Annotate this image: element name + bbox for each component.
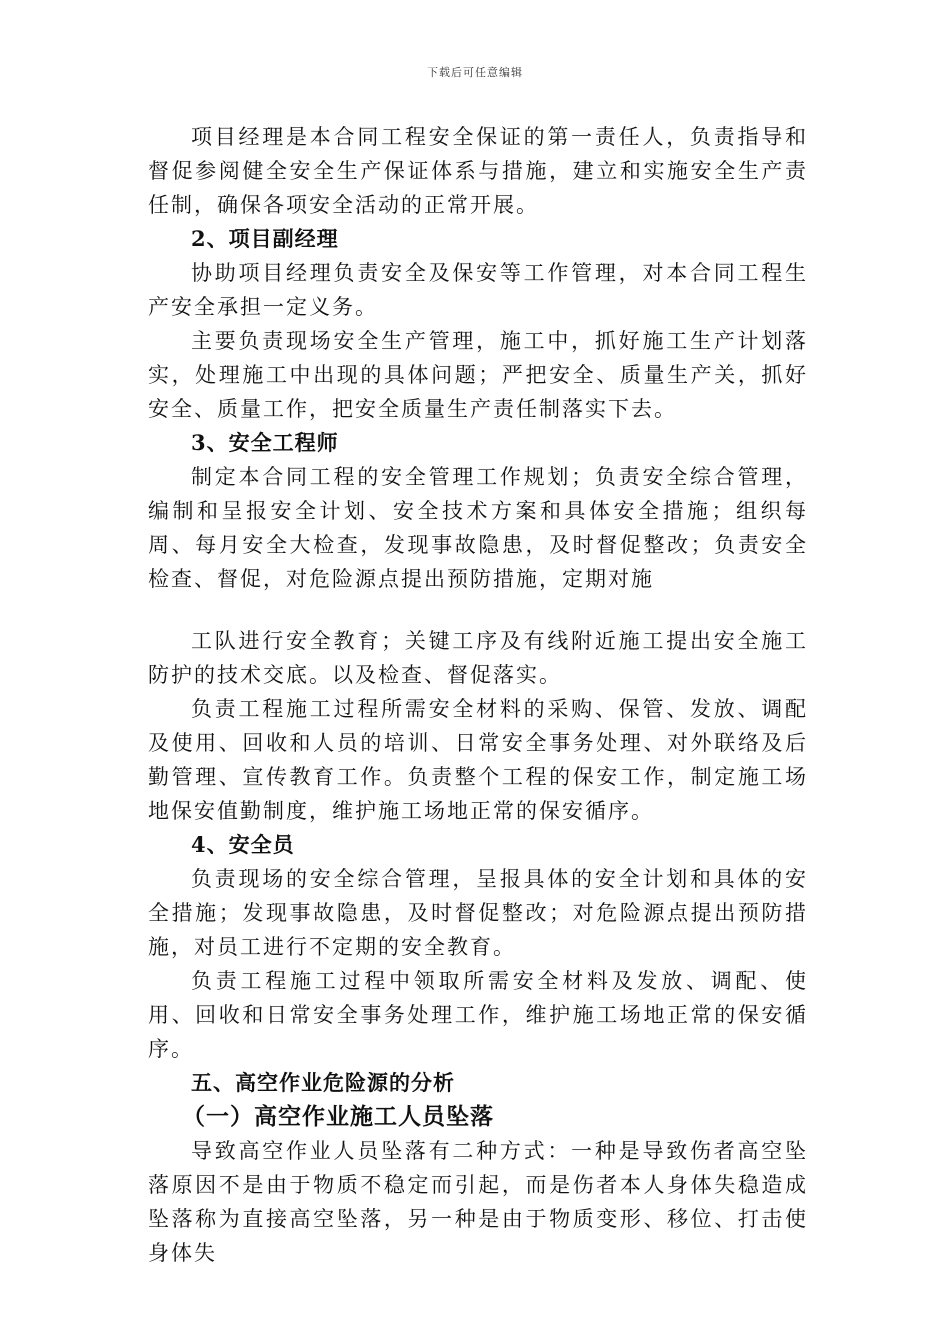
paragraph-team-education: 工队进行安全教育；关键工序及有线附近施工提出安全施工防护的技术交底。以及检查、督促落实。 bbox=[148, 629, 808, 687]
paragraph-safety-officer-duties: 负责工程施工过程中领取所需安全材料及发放、调配、使用、回收和日常安全事务处理工作，维护施工场地正常的保安循序。 bbox=[148, 969, 808, 1061]
heading-falling-workers: （一）高空作业施工人员坠落 bbox=[182, 1103, 494, 1130]
paragraph-materials: 负责工程施工过程所需安全材料的采购、保管、发放、调配及使用、回收和人员的培训、日常安全事务处理、对外联络及后勤管理、宣传教育工作。负责整个工程的保安工作，制定施工场地保安值勤制度，维护施工场地正常的保安循序。 bbox=[148, 697, 808, 823]
paragraph-safety-engineer: 制定本合同工程的安全管理工作规划；负责安全综合管理，编制和呈报安全计划、安全技术方案和具体安全措施；组织每周、每月安全大检查，发现事故隐患，及时督促整改；负责安全检查、督促，对危险源点提出预防措施，定期对施 bbox=[148, 465, 808, 591]
heading-safety-officer: 4、安全员 bbox=[191, 832, 295, 857]
heading-safety-engineer: 3、安全工程师 bbox=[191, 430, 339, 455]
paragraph-deputy-assist: 协助项目经理负责安全及保安等工作管理，对本合同工程生产安全承担一定义务。 bbox=[148, 261, 808, 319]
heading-hazard-analysis: 五、高空作业危险源的分析 bbox=[191, 1070, 455, 1095]
section-part1 bbox=[148, 120, 808, 596]
paragraph-safety-officer: 负责现场的安全综合管理，呈报具体的安全计划和具体的安全措施；发现事故隐患，及时督促整改；对危险源点提出预防措施，对员工进行不定期的安全教育。 bbox=[148, 867, 808, 959]
paragraph-falling-causes: 导致高空作业人员坠落有二种方式：一种是导致伤者高空坠落原因不是由于物质不稳定而引起，而是伤者本人身体失稳造成坠落称为直接高空坠落，另一种是由于物质变形、移位、打击使身体失 bbox=[148, 1139, 808, 1265]
header-note: 下载后可任意编辑 bbox=[427, 66, 523, 79]
paragraph-deputy-main: 主要负责现场安全生产管理，施工中，抓好施工生产计划落实，处理施工中出现的具体问题；严把安全、质量生产关，抓好安全、质量工作，把安全质量生产责任制落实下去。 bbox=[148, 329, 808, 421]
paragraph-project-manager: 项目经理是本合同工程安全保证的第一责任人，负责指导和督促参阅健全安全生产保证体系与措施，建立和实施安全生产责任制，确保各项安全活动的正常开展。 bbox=[148, 125, 808, 217]
section-part2 bbox=[148, 624, 808, 1270]
heading-deputy-manager: 2、项目副经理 bbox=[191, 226, 339, 251]
